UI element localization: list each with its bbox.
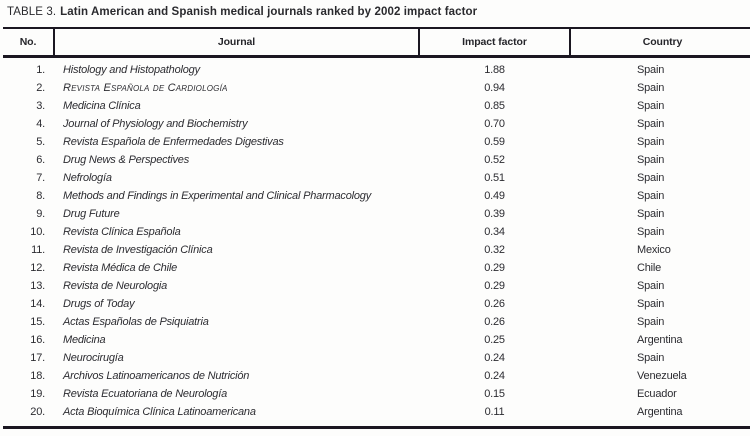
country-cell: Ecuador — [637, 388, 677, 400]
impact-factor-cell: 0.49 — [484, 190, 505, 202]
row-number-cell: 16. — [30, 334, 45, 346]
journal-name-cell: Histology and Histopathology — [63, 64, 200, 76]
journal-name-cell: Medicina — [63, 334, 106, 346]
column-header-country: Country — [570, 28, 750, 57]
country-cell: Argentina — [637, 334, 683, 346]
country-cell: Chile — [637, 262, 662, 274]
impact-factor-cell: 0.26 — [484, 316, 505, 328]
row-number-cell: 15. — [30, 316, 45, 328]
table-row — [3, 277, 750, 295]
country-cell: Spain — [637, 208, 665, 220]
impact-factor-cell: 0.24 — [484, 352, 505, 364]
impact-factor-cell: 0.25 — [484, 334, 505, 346]
impact-factor-cell: 0.94 — [484, 82, 505, 94]
journal-name-cell: Revista Clínica Española — [63, 226, 181, 238]
country-cell: Spain — [637, 118, 665, 130]
impact-factor-cell: 0.29 — [484, 280, 505, 292]
table-row — [3, 385, 750, 403]
country-cell: Spain — [637, 316, 665, 328]
impact-factor-cell: 0.51 — [484, 172, 505, 184]
country-cell: Spain — [637, 190, 665, 202]
column-header-journal: Journal — [54, 28, 419, 57]
table-row — [3, 295, 750, 313]
country-cell: Spain — [637, 172, 665, 184]
impact-factor-cell: 0.39 — [484, 208, 505, 220]
country-cell: Spain — [637, 352, 665, 364]
country-cell: Spain — [637, 280, 665, 292]
journal-name-cell: Methods and Findings in Experimental and Clinical Pharmacology — [63, 190, 371, 202]
row-number-cell: 11. — [31, 244, 45, 256]
row-number-cell: 8. — [36, 190, 45, 202]
row-number-cell: 12. — [30, 262, 45, 274]
table-row — [3, 133, 750, 151]
journal-name-cell: Revista de Investigación Clínica — [63, 244, 213, 256]
table-caption-title: Latin American and Spanish medical journals ranked by 2002 impact factor — [60, 6, 478, 18]
table-row — [3, 187, 750, 205]
table-row — [3, 97, 750, 115]
journal-name-cell: Journal of Physiology and Biochemistry — [63, 118, 248, 130]
table-caption-number: TABLE 3. — [7, 6, 57, 18]
impact-factor-cell: 1.88 — [484, 64, 505, 76]
journal-name-cell: Actas Españolas de Psiquiatria — [63, 316, 209, 328]
journal-name-cell: Drugs of Today — [63, 298, 135, 310]
table-row — [3, 115, 750, 133]
table-row — [3, 349, 750, 367]
row-number-cell: 18. — [30, 370, 45, 382]
country-cell: Argentina — [637, 406, 683, 418]
row-number-cell: 17. — [30, 352, 45, 364]
impact-factor-cell: 0.59 — [484, 136, 505, 148]
impact-factor-cell: 0.85 — [484, 100, 505, 112]
table-header — [3, 28, 750, 57]
journal-name-cell: Neurocirugía — [63, 352, 124, 364]
column-header-no: No. — [19, 36, 37, 48]
journal-name-cell: Archivos Latinoamericanos de Nutrición — [63, 370, 250, 382]
journal-name-cell: Revista Española de Cardiología — [63, 82, 228, 94]
journal-name-cell: Revista de Neurologia — [63, 280, 168, 292]
journal-name-cell: Revista Ecuatoriana de Neurología — [63, 388, 228, 400]
row-number-cell: 9. — [36, 208, 45, 220]
table-row — [3, 259, 750, 277]
country-cell: Spain — [637, 136, 665, 148]
table-caption — [7, 6, 477, 18]
row-number-cell: 5. — [36, 136, 45, 148]
country-cell: Spain — [637, 100, 665, 112]
table-footer — [3, 421, 750, 428]
table-row — [3, 223, 750, 241]
row-number-cell: 19. — [30, 388, 45, 400]
row-number-cell: 1. — [36, 64, 45, 76]
impact-factor-cell: 0.11 — [484, 406, 505, 418]
impact-factor-cell: 0.15 — [484, 388, 505, 400]
table-row — [3, 169, 750, 187]
row-number-cell: 14. — [30, 298, 45, 310]
table-row — [3, 331, 750, 349]
country-cell: Spain — [637, 82, 665, 94]
journal-name-cell: Revista Española de Enfermedades Digestivas — [63, 136, 284, 148]
journal-name-cell: Medicina Clínica — [63, 100, 141, 112]
column-header-impact-factor: Impact factor — [419, 28, 570, 57]
country-cell: Spain — [637, 298, 665, 310]
table-body — [3, 57, 750, 422]
journal-name-cell: Drug Future — [63, 208, 120, 220]
country-cell: Venezuela — [637, 370, 687, 382]
country-cell: Mexico — [637, 244, 671, 256]
impact-factor-cell: 0.52 — [484, 154, 505, 166]
spacer-cell — [3, 421, 750, 428]
journals-ranking-table — [3, 27, 750, 429]
country-cell: Spain — [637, 226, 665, 238]
journal-name-cell: Acta Bioquímica Clínica Latinoamericana — [63, 406, 256, 418]
table-row — [3, 205, 750, 223]
row-number-cell: 7. — [36, 172, 45, 184]
table-row — [3, 241, 750, 259]
table-row — [3, 79, 750, 97]
journal-name-cell: Nefrología — [63, 172, 112, 184]
row-number-cell: 20. — [30, 406, 45, 418]
row-number-cell: 13. — [30, 280, 45, 292]
table-row — [3, 57, 750, 80]
table-row — [3, 151, 750, 169]
row-number-cell: 10. — [30, 226, 45, 238]
impact-factor-cell: 0.26 — [484, 298, 505, 310]
row-number-cell: 4. — [36, 118, 45, 130]
row-number-cell: 2. — [36, 82, 45, 94]
impact-factor-cell: 0.32 — [484, 244, 505, 256]
row-number-cell: 6. — [36, 154, 45, 166]
header-row — [3, 28, 750, 57]
table-bottom-spacer — [3, 421, 750, 428]
impact-factor-cell: 0.34 — [484, 226, 505, 238]
impact-factor-cell: 0.70 — [484, 118, 505, 130]
impact-factor-cell: 0.24 — [484, 370, 505, 382]
row-number-cell: 3. — [36, 100, 45, 112]
journal-name-cell: Revista Médica de Chile — [63, 262, 178, 274]
table-row — [3, 403, 750, 421]
country-cell: Spain — [637, 64, 665, 76]
journal-name-cell: Drug News & Perspectives — [63, 154, 190, 166]
country-cell: Spain — [637, 154, 665, 166]
table-row — [3, 313, 750, 331]
impact-factor-cell: 0.29 — [484, 262, 505, 274]
table-row — [3, 367, 750, 385]
